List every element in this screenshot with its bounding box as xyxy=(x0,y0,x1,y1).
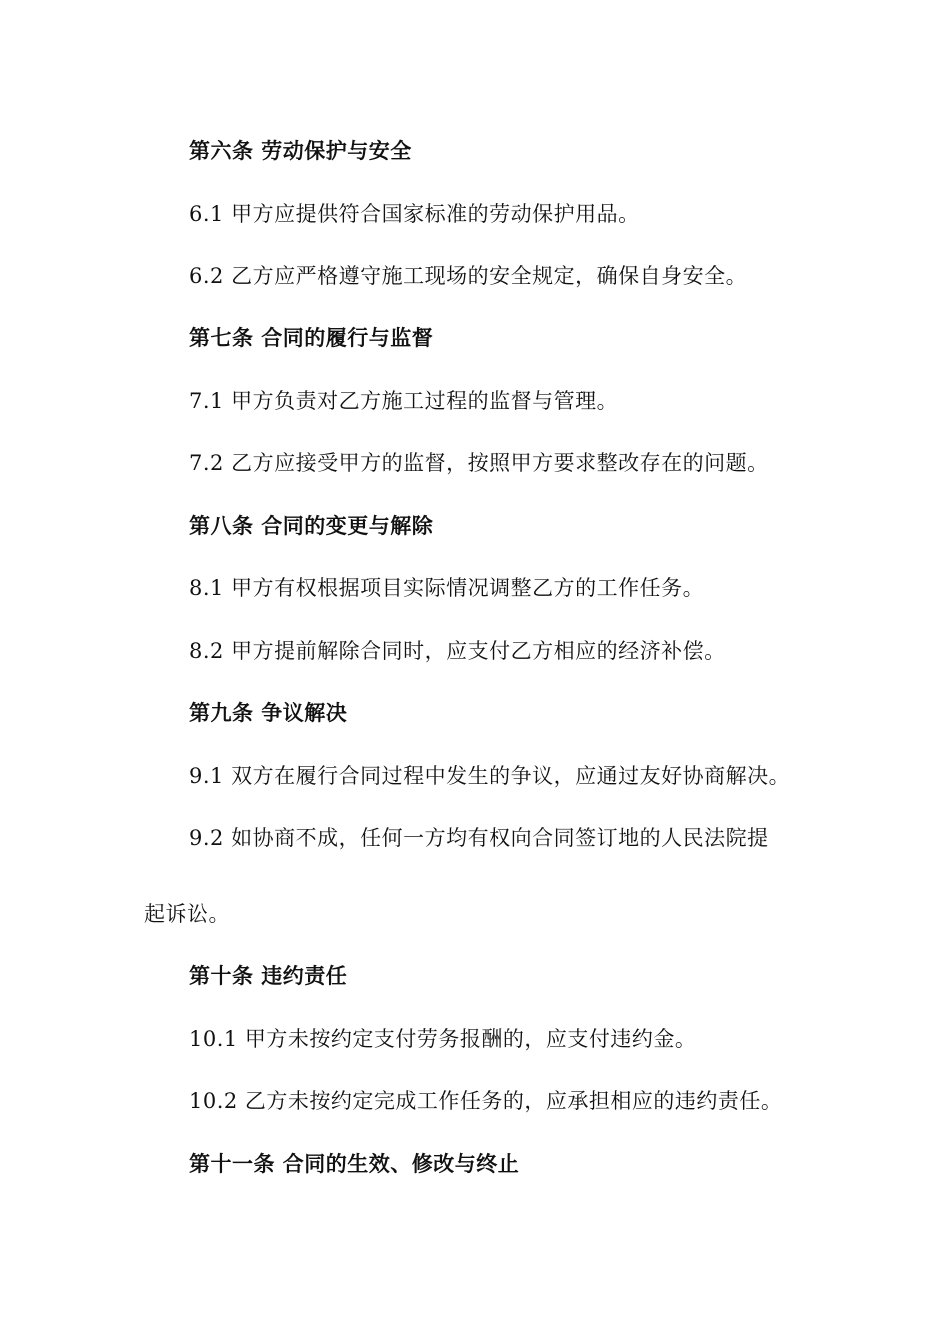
clause-7-2: 7.2 乙方应接受甲方的监督，按照甲方要求整改存在的问题。 xyxy=(189,451,769,475)
article-10-heading: 第十条 违约责任 xyxy=(189,963,348,988)
clause-9-2-continuation: 起诉讼。 xyxy=(144,902,230,926)
article-11-heading: 第十一条 合同的生效、修改与终止 xyxy=(189,1151,520,1176)
clause-10-2: 10.2 乙方未按约定完成工作任务的，应承担相应的违约责任。 xyxy=(189,1089,783,1113)
article-9-heading: 第九条 争议解决 xyxy=(189,700,348,725)
clause-8-1: 8.1 甲方有权根据项目实际情况调整乙方的工作任务。 xyxy=(189,576,705,600)
clause-7-1: 7.1 甲方负责对乙方施工过程的监督与管理。 xyxy=(189,389,619,413)
clause-8-2: 8.2 甲方提前解除合同时，应支付乙方相应的经济补偿。 xyxy=(189,639,726,663)
clause-10-1: 10.1 甲方未按约定支付劳务报酬的，应支付违约金。 xyxy=(189,1027,697,1051)
clause-6-2: 6.2 乙方应严格遵守施工现场的安全规定，确保自身安全。 xyxy=(189,264,748,288)
article-8-heading: 第八条 合同的变更与解除 xyxy=(189,513,434,538)
clause-6-1: 6.1 甲方应提供符合国家标准的劳动保护用品。 xyxy=(189,202,640,226)
clause-9-2: 9.2 如协商不成，任何一方均有权向合同签订地的人民法院提 xyxy=(189,826,769,850)
article-7-heading: 第七条 合同的履行与监督 xyxy=(189,325,434,350)
article-6-heading: 第六条 劳动保护与安全 xyxy=(189,138,412,163)
clause-9-1: 9.1 双方在履行合同过程中发生的争议，应通过友好协商解决。 xyxy=(189,764,791,788)
